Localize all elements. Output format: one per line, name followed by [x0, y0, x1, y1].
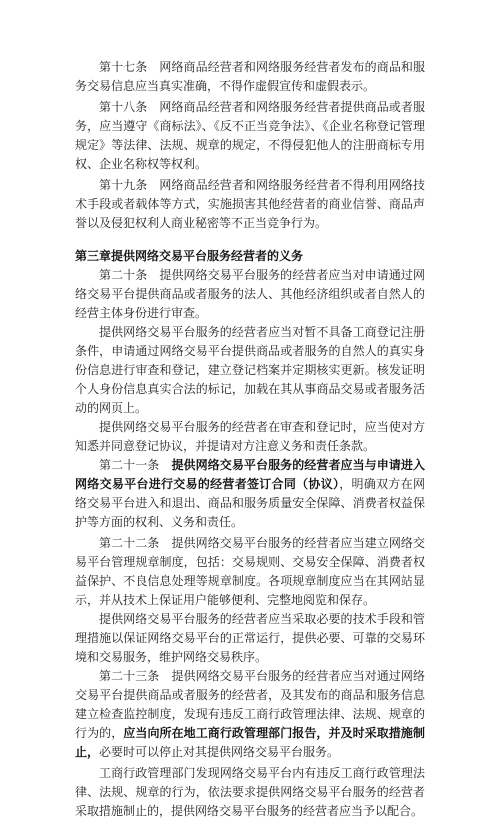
document-body	[75, 58, 425, 821]
article-18: 第十八条 网络商品经营者和网络服务经营者提供商品或者服务，应当遵守《商标法》、《反不正当竞争法》、《企业名称登记管理规定》等法律、法规、规章的规定，不得侵犯他人的注册商标专用权、企业名称权等权利。	[75, 100, 425, 171]
chapter-3-heading: 第三章提供网络交易平台服务经营者的义务	[75, 249, 304, 263]
article-20-paragraph-2: 提供网络交易平台服务的经营者应当对暂不具备工商登记注册条件，申请通过网络交易平台提供商品或者服务的自然人的真实身份信息进行审查和登记，建立登记档案并定期核实更新。核发证明个人身份信息真实合法的标记，加载在其从事商品交易或者服务活动的网页上。	[75, 325, 425, 415]
article-20-paragraph-3: 提供网络交易平台服务的经营者在审查和登记时，应当使对方知悉并同意登记协议，并提请对方注意义务和责任条款。	[75, 420, 425, 453]
article-20-paragraph-1: 第二十条 提供网络交易平台服务的经营者应当对申请通过网络交易平台提供商品或者服务的法人、其他经济组织或者自然人的经营主体身份进行审查。	[75, 268, 425, 320]
article-17: 第十七条 网络商品经营者和网络服务经营者发布的商品和服务交易信息应当真实准确，不得作虚假宣传和虚假表示。	[75, 60, 425, 93]
article-23-tail-text: 必要时可以停止对其提供网络交易平台服务。	[99, 745, 340, 759]
article-21-bold-text: 提供网络交易平台服务的经营者应当与申请进入网络交易平台进行交易的经营者签订合同（协议）	[75, 458, 425, 491]
article-21	[75, 456, 425, 532]
article-23-paragraph-2: 工商行政管理部门发现网络交易平台内有违反工商行政管理法律、法规、规章的行为，依法要求提供网络交易平台服务的经营者采取措施制止的，提供网络交易平台服务的经营者应当予以配合。	[75, 766, 425, 818]
article-23-text: 第二十三条 提供网络交易平台服务的经营者应当对通过网络交易平台提供商品或者服务的经营者，及其发布的商品和服务信息建立检查监控制度，发现有违反工商行政管理法律、法规、规章的行为的，	[75, 669, 425, 740]
article-22-paragraph-1: 第二十二条 提供网络交易平台服务的经营者应当建立网络交易平台管理规章制度，包括：交易规则、交易安全保障、消费者权益保护、不良信息处理等规章制度。各项规章制度应当在其网站显示，并从技术上保证用户能够便利、完整地阅览和保存。	[75, 536, 425, 607]
article-19: 第十九条 网络商品经营者和网络服务经营者不得利用网络技术手段或者载体等方式，实施损害其他经营者的商业信誉、商品声誉以及侵犯权利人商业秘密等不正当竞争行为。	[75, 178, 425, 230]
article-21-text: ，明确双方在网络交易平台进入和退出、商品和服务质量安全保障、消费者权益保护等方面的权利、义务和责任。	[75, 477, 425, 529]
article-23	[75, 667, 425, 762]
article-23-bold-text: 应当向所在地工商行政管理部门报告，并及时采取措施制止，	[75, 726, 425, 759]
article-22-paragraph-2: 提供网络交易平台服务的经营者应当采取必要的技术手段和管理措施以保证网络交易平台的正常运行，提供必要、可靠的交易环境和交易服务，维护网络交易秩序。	[75, 612, 425, 664]
article-21-number: 第二十一条	[99, 458, 172, 472]
